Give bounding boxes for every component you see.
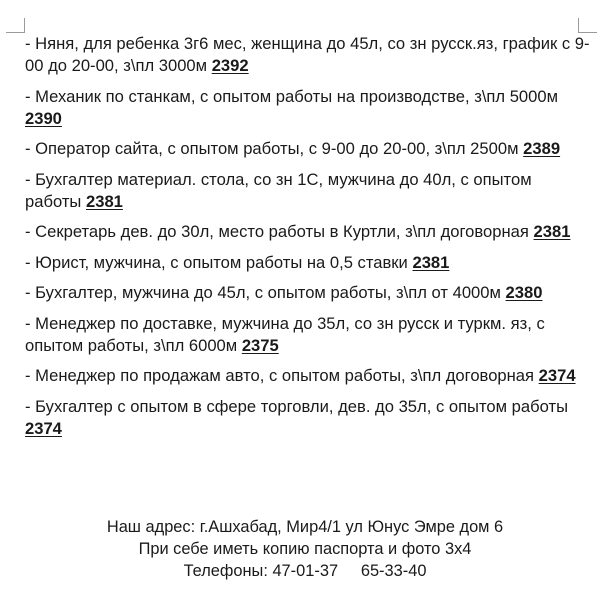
contact-footer	[0, 516, 610, 582]
listing-item	[25, 365, 590, 387]
page-corner-mark-left	[6, 18, 25, 33]
listing-text: - Секретарь дев. до 30л, место работы в Куртли, з\пл договорная	[25, 222, 529, 241]
job-listings	[25, 33, 590, 448]
listing-item	[25, 313, 590, 357]
listing-item	[25, 169, 590, 213]
listing-code: 2390	[25, 108, 62, 128]
listing-code: 2374	[25, 418, 62, 438]
listing-item	[25, 221, 590, 243]
listing-text: - Бухгалтер с опытом в сфере торговли, дев. до 35л, с опытом работы	[25, 396, 568, 416]
listing-item	[25, 33, 590, 77]
office-address: Наш адрес: г.Ашхабад, Мир4/1 ул Юнус Эмре дом 6	[106, 518, 504, 536]
listing-code: 2374	[538, 366, 576, 385]
listing-text: - Менеджер по продажам авто, с опытом работы, з\пл договорная	[25, 366, 535, 385]
page-corner-mark-right	[578, 18, 597, 33]
listing-code: 2375	[241, 335, 279, 355]
listing-text: - Бухгалтер, мужчина до 45л, с опытом работы, з\пл от 4000м	[25, 283, 501, 302]
listing-code: 2389	[523, 139, 561, 158]
listing-text: - Няня, для ребенка 3г6 мес, женщина до 45л, со зн русск.яз, график с 9-00 до 20-00, з\пл 3000м	[25, 34, 590, 75]
listing-item	[25, 396, 590, 440]
listing-item	[25, 86, 590, 130]
listing-text: - Менеджер по доставке, мужчина до 35л, со зн русск и туркм. яз, с опытом работы, з\пл 6000м	[25, 313, 545, 355]
listing-item	[25, 282, 590, 304]
listing-code: 2392	[211, 56, 249, 75]
listing-code: 2381	[533, 222, 571, 241]
listing-code: 2380	[505, 283, 543, 302]
listing-code: 2381	[412, 252, 450, 272]
listing-text: - Бухгалтер материал. стола, со зн 1С, мужчина до 40л, с опытом работы	[25, 169, 532, 211]
listing-text: - Механик по станкам, с опытом работы на производстве, з\пл 5000м	[25, 86, 559, 106]
phone-numbers: Телефоны: 47-01-37 65-33-40	[183, 562, 427, 580]
listing-item	[25, 252, 590, 274]
listing-code: 2381	[85, 191, 123, 211]
listing-text: - Юрист, мужчина, с опытом работы на 0,5 ставки	[25, 252, 408, 272]
listing-text: - Оператор сайта, с опытом работы, с 9-00 до 20-00, з\пл 2500м	[25, 139, 519, 158]
documents-note: При себе иметь копию паспорта и фото 3х4	[138, 540, 472, 558]
listing-item	[25, 138, 590, 160]
